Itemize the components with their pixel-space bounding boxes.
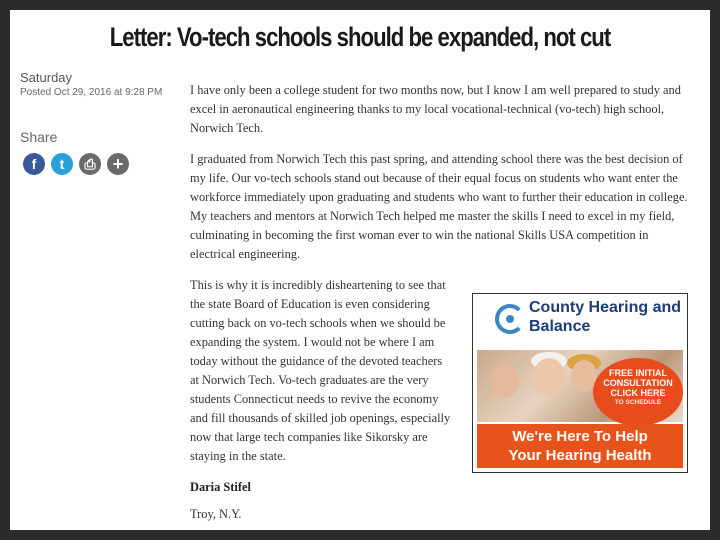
consultation-badge[interactable] <box>593 358 683 426</box>
banner-line: Your Hearing Health <box>508 447 652 464</box>
paragraph: This is why it is incredibly disheartening to see that the state Board of Education is even considering cutting back on vo-tech schools when we should be expanding the system. I would not be where I am today without the guidance of the devoted teachers at Norwich Tech. Vo-tech graduates are the very students Connecticut needs to revive the economy and fill thousands of skilled job openings, especially now that large tech companies like Sikorsky are staying in the state. <box>190 278 451 463</box>
author-signature: Daria Stifel <box>190 480 251 494</box>
facebook-icon[interactable]: f <box>23 153 45 175</box>
badge-line: CLICK HERE <box>610 388 666 398</box>
ad-banner[interactable] <box>477 424 683 468</box>
face <box>533 358 565 396</box>
share-buttons <box>23 153 129 175</box>
share-label: Share <box>20 129 58 145</box>
banner-line: We're Here To Help <box>512 428 648 445</box>
posted-timestamp: Posted Oct 29, 2016 at 9:28 PM <box>20 87 163 98</box>
author-city: Troy, N.Y. <box>190 507 242 521</box>
badge-line: FREE INITIAL <box>609 368 667 378</box>
headline: Letter: Vo-tech schools should be expanded, not cut <box>109 22 611 52</box>
twitter-icon[interactable]: t <box>51 153 73 175</box>
publish-day: Saturday <box>20 70 73 85</box>
face <box>491 364 519 398</box>
badge-line: CONSULTATION <box>603 378 673 388</box>
paragraph: I graduated from Norwich Tech this past spring, and attending school there was the best decision of my life. Our vo-tech schools stand out because of their equal focus on students who want enter the workforce immediately upon graduating and students who want to further their education in college. My teachers and mentors at Norwich Tech helped me master the skills I need to excel in my field, culminating in becoming the first woman ever to win the national Skills USA competition in electrical engineering. <box>190 152 688 261</box>
hearing-logo-dot <box>506 315 514 323</box>
badge-line: TO SCHEDULE <box>614 399 662 406</box>
article-page <box>10 10 710 530</box>
paragraph: I have only been a college student for two months now, but I know I am well prepared to study and excel in aeronautical engineering thanks to my local vocational-technical (vo-tech) high school, Norwich Tech. <box>190 83 681 135</box>
plus-icon[interactable]: + <box>107 153 129 175</box>
print-icon[interactable]: ⎙ <box>79 153 101 175</box>
ad-brand-name: County Hearing and Balance <box>529 299 682 335</box>
advertisement[interactable] <box>472 293 688 473</box>
